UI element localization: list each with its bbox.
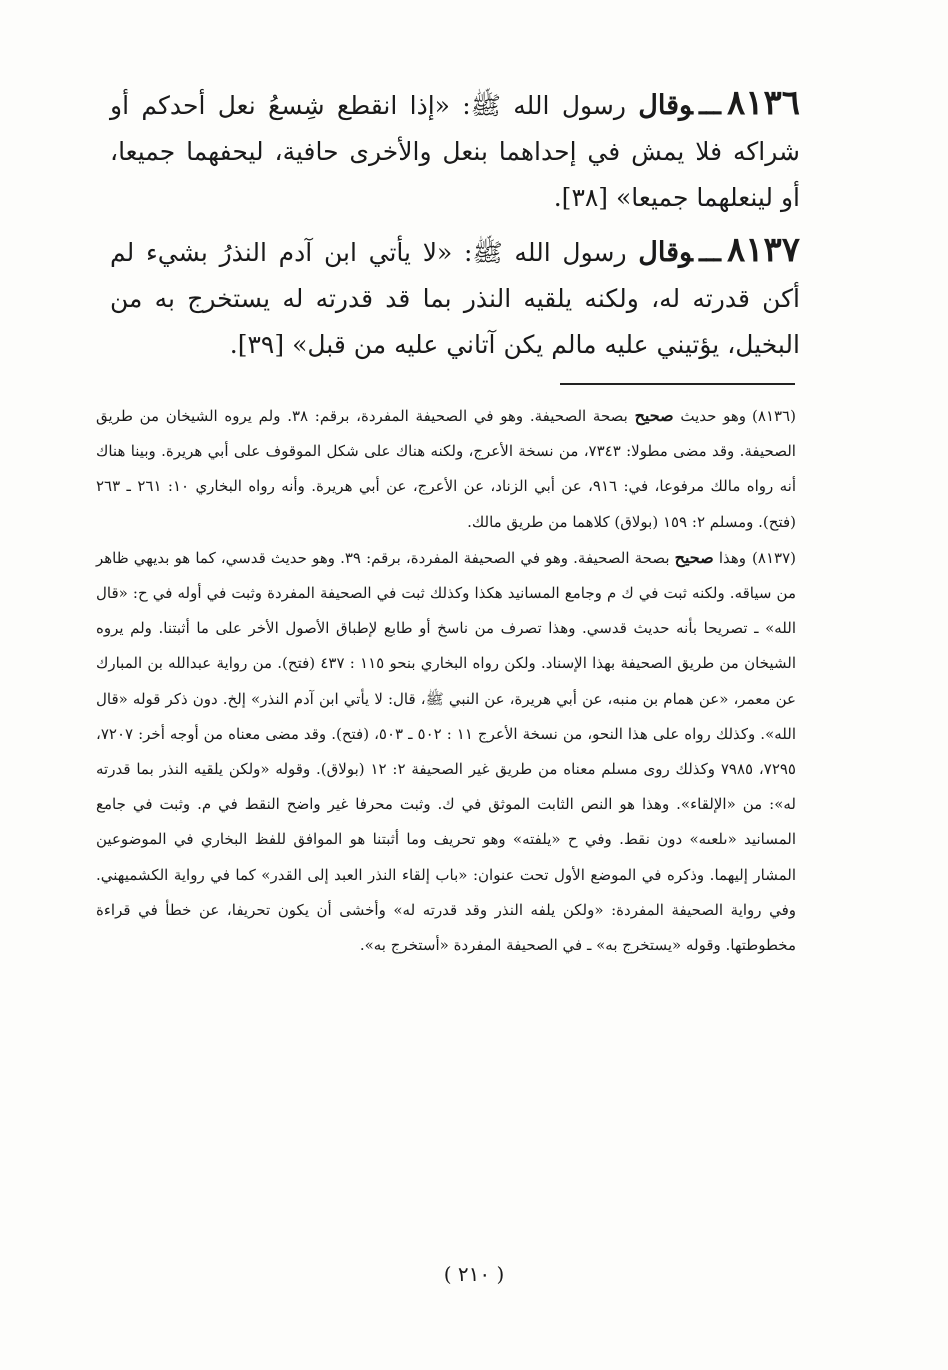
- footnote-number: (٨١٣٧): [752, 548, 796, 567]
- footnote-8137: [96, 540, 796, 963]
- footnote-text: وهذا: [718, 548, 747, 567]
- hadith-dash: ـــ: [698, 91, 721, 120]
- hadith-reference: [٣٩].: [229, 330, 285, 359]
- hadith-dash: ـــ: [698, 238, 721, 267]
- hadith-lead: وقال: [638, 237, 693, 268]
- footnote-text: بصحة الصحيفة. وهو في الصحيفة المفردة، برقم: ٣٩. وهو حديث قدسي، كما هو بديهي ظاهر من سياقه. ولكنه ثبت في ك م وجامع المسانيد هكذا وكذلك ثبت في الصحيفة المفردة وثبت في أوله في ح: «قال الله» ـ تصريحا بأنه حديث قدسي. وهذا تصرف من ناسخ أو طابع لإطباق الأصول الأخر على ما أثبتنا. ولم يروه الشيخان من طريق الصحيفة بهذا الإسناد. ولكن رواه البخاري بنحو ١١٥ : ٤٣٧ (فتح). من رواية عبدالله بن المبارك عن معمر، «عن همام بن منبه، عن أبي هريرة، عن النبي ﷺ، قال: لا يأتي ابن آدم النذر» إلخ. دون ذكر قوله «قال الله». وكذلك رواه على هذا النحو، من نسخة الأعرج ١١ : ٥٠٢ ـ ٥٠٣، (فتح). وقد مضى معناه من أوجه أخر: ٧٢٠٧، ٧٢٩٥، ٧٩٨٥ وكذلك روى مسلم معناه من طريق غير الصحيفة ٢: ١٢ (بولاق). وقوله «ولكن يلقيه النذر بما قدرته له»: من «الإلقاء». وهذا هو النص الثابت الموثق في ك. وثبت محرفا غير واضح النقط في م. وثبت في جامع المسانيد «ىلعىه» دون نقط. وفي ح «يلفته» وهو تحريف وما أثبتنا هو الموافق للفظ البخاري في الموضوعين المشار إليهما. وذكره في الموضع الأول تحت عنوان: «باب إلقاء النذر العبد إلى القدر» كما في رواية الكشميهني. وفي رواية الصحيفة المفردة: «ولكن يلفه النذر وقد قدرته له» وأخشى أن يكون تحريفا، عن خطأ في قراءة مخطوطتها. وقوله «يستخرج به» ـ في الصحيفة المفردة «أستخرج به».: [96, 548, 796, 955]
- hadith-lead: وقال: [638, 90, 693, 121]
- footnote-separator: [560, 383, 795, 385]
- footnote-text: بصحة الصحيفة. وهو في الصحيفة المفردة، برقم: ٣٨. ولم يروه الشيخان من طريق الصحيفة. وقد مضى مطولا: ٧٣٤٣، من نسخة الأعرج، ولكنه هناك على شكل الموقوف على أبي هريرة. وبينا هناك أنه رواه مالك مرفوعا، في: ٩١٦، عن أبي الزناد، عن الأعرج، عن أبي هريرة. وأنه رواه البخاري ١٠: ٢٦١ ـ ٢٦٣ (فتح). ومسلم ٢: ١٥٩ (بولاق) كلاهما من طريق مالك.: [96, 407, 797, 531]
- footnote-text: وهو حديث: [680, 407, 747, 425]
- footnote-8136: [96, 398, 796, 540]
- page-number: ( ٢١٠ ): [443, 1262, 505, 1286]
- hadith-reference: [٣٨].: [553, 183, 609, 212]
- hadith-8136: [110, 80, 800, 221]
- hadith-text: رسول الله ﷺ: «لا يأتي ابن آدم النذرُ بشيء لم أكن قدرته له، ولكنه يلقيه النذر بما قد قدرته له يستخرج به من البخيل، يؤتيني عليه مالم يكن آتاني عليه من قبل»: [110, 238, 800, 359]
- main-text: [110, 80, 800, 374]
- hadith-number: ٨١٣٦: [726, 83, 800, 123]
- footnotes: [96, 398, 796, 963]
- hadith-8137: [110, 227, 800, 368]
- hadith-number: ٨١٣٧: [726, 230, 800, 270]
- grading-label: صحيح: [674, 547, 714, 567]
- hadith-text: رسول الله ﷺ: «إذا انقطع شِسعُ نعل أحدكم أو شراكه فلا يمش في إحداهما بنعل والأخرى حافية، ليحفهما جميعا، أو لينعلهما جميعا»: [110, 91, 800, 212]
- grading-label: صحيح: [634, 406, 674, 425]
- footnote-number: (٨١٣٦): [752, 407, 796, 425]
